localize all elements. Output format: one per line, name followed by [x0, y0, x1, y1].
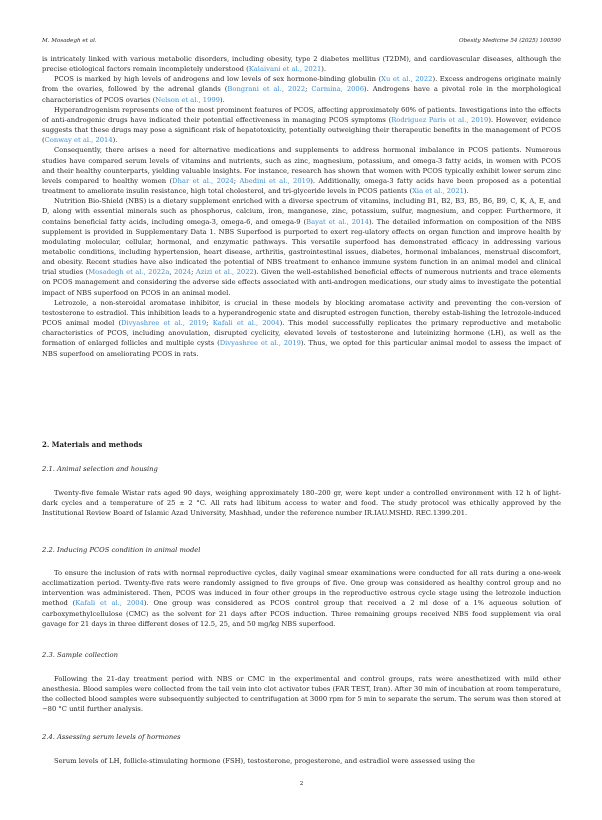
text-run: ). Excess androgens originate mainly from the ovaries, followed by the adrenal glands (	[42, 75, 562, 94]
citation-link[interactable]: Nelson et al., 1999	[155, 95, 220, 104]
text-run: ). Additionally, omega-3 fatty acids have been proposed as a potential treatment to ameliorate insulin resistance, high total cholesterol, and tri-glyceride levels in PCOS patients (	[42, 176, 562, 196]
citation-link[interactable]: Kafali et al., 2004	[75, 599, 144, 608]
paragraph: Following the 21-day treatment period with NBS or CMC in the experimental and control groups, rats were anesthetized with mild ether anesthesia. Blood samples were collected from the tail vein into clot activator tubes (FAR TEST, Iran). After 30 min of incubation at room temperature, the collected blood samples were subsequently subjected to centrifugation at 3000 rpm for 5 min to separate the serum. The serum was then stored at −80 °C until further analysis.	[42, 675, 561, 714]
text-run: ). However, evidence suggests that these drugs may pose a significant risk of hepatotoxicity, potentially outweighing their therapeutic benefits in the management of PCOS (	[42, 115, 561, 145]
page-number: 2	[299, 781, 304, 787]
paragraph: Twenty-five female Wistar rats aged 90 days, weighing approximately 180–200 gr, were kept under a controlled environment with 12 h of light-dark cycles and a temperature of 25 ± 2 °C. All rats had libitum access to water and food. The study protocol was ethically approved by the Institutional Review Board of Islamic Azad University, Mashhad, under the reference number IR.IAU.MSHD. REC.1399.201.	[42, 489, 561, 518]
text-run: ,	[169, 268, 174, 277]
text-run: ). Thus, we opted for this particular animal model to assess the impact of NBS superfood on ameliorating PCOS in rats.	[42, 339, 562, 358]
text-run: ;	[191, 268, 196, 277]
header-journal: Obesity Medicine 54 (2025) 100590	[459, 38, 561, 44]
text-run: ;	[206, 319, 213, 328]
citation-link[interactable]: Kalaivani et al., 2021	[248, 65, 322, 74]
paragraph	[42, 74, 561, 104]
section-heading: 2. Materials and methods	[42, 440, 143, 449]
text-run: ).	[321, 65, 327, 74]
paragraph	[42, 145, 561, 196]
paragraph	[42, 196, 561, 298]
citation-link[interactable]: Bongrani et al., 2022	[227, 85, 306, 94]
text-run: ).	[463, 187, 469, 196]
text-run: To ensure the inclusion of rats with normal reproductive cycles, daily vaginal smear examinations were conducted for all rats during a one-week acclimatization period. Twenty-five rats were randomly assigned to five groups of five. One group was considered as healthy control group and no intervention was administered. Then, PCOS was induced in four other groups in the reproductive estrous cycle stage using the letrozole induction method (	[42, 569, 561, 608]
text-run: Letrozole, a non-steroidal aromatase inhibitor, is crucial in these models by blocking aromatase activity and preventing the con-version of testosterone to estradiol. This inhibition leads to a hyperandrogenic state and disrupted estrogen function, thereby estab-lishing the letrozole-induced PCOS animal model (	[42, 298, 561, 328]
citation-link[interactable]: Mosadegh et al., 2022a	[88, 268, 170, 277]
text-run: ). One group was considered as PCOS control group that received a 2 ml dose of a 1% aqueous solution of carboxymethylcellulose (CMC) as the solvent for 21 days after PCOS induction. Three remaining groups received NBS food supplement via oral gavage for 21 days in three different doses of 12.5, 25, and 50 mg/kg NBS superfood.	[42, 599, 561, 628]
citation-link[interactable]: Xia et al., 2021	[412, 187, 464, 196]
citation-link[interactable]: Divyashree et al., 2019	[219, 339, 301, 348]
citation-link[interactable]: 2024	[173, 268, 192, 277]
paragraph	[42, 298, 561, 359]
paragraph: Serum levels of LH, follicle-stimulating hormone (FSH), testosterone, progesterone, and estradiol were assessed using the	[54, 757, 475, 765]
introduction-text	[42, 54, 561, 359]
text-run: ). The detailed information on composition of the NBS supplement is provided in Supplementary Data 1. NBS Superfood is purported to exert reg-ulatory effects on organ function and improve health by modulating molecular, cellular, hormonal, and enzymatic pathways. This versatile superfood has demonstrated efficacy in addressing various metabolic conditions, including hypertension, heart disease, arthritis, gastrointestinal issues, diabetes, hormonal imbalances, menstrual discomfort, and obesity. Recent studies have also indicated the potential of NBS treatment to enhance immune system function in an animal model and clinical trial studies (	[42, 217, 561, 277]
subsection-heading: 2.3. Sample collection	[42, 651, 118, 659]
text-run: Nutrition Bio-Shield (NBS) is a dietary supplement enriched with a diverse spectrum of vitamins, including B1, B2, B3, B5, B6, B9, C, K, A, E, and D, along with essential minerals such as phosphorus, calcium, iron, manganese, zinc, potassium, sulfur, magnesium, and copper. Furthermore, it contains beneficial fatty acids, including omega-3, omega-6, and omega-9 (	[42, 197, 561, 226]
text-run: ).	[219, 95, 225, 104]
citation-link[interactable]: Rodriguez Paris et al., 2019	[391, 115, 489, 124]
text-run: ). Androgens have a pivotal role in the morphological characteristics of PCOS ovaries (	[42, 85, 561, 104]
text-run: ).	[112, 136, 118, 145]
text-run: Hyperandrogenism represents one of the most prominent features of PCOS, affecting approximately 60% of patients. Investigations into the effects of anti-androgenic drugs have indicated their potential effectiveness in managing PCOS symptoms (	[42, 105, 561, 124]
text-run: ). This model successfully replicates the primary reproductive and metabolic characteristics of PCOS, including anovulation, disrupted cyclicity, elevated levels of testosterone and luteinizing hormone (LH), as well as the formation of enlarged follicles and multiple cysts (	[42, 319, 562, 348]
section-text	[42, 488, 561, 518]
text-run: ). Given the well-established beneficial effects of numerous nutrients and trace elements on PCOS management and considering the adverse side effects associated with anti-androgen medications, our study aims to investigate the potential impact of NBS superfood on PCOS in an animal model.	[42, 268, 562, 297]
citation-link[interactable]: Azizi et al., 2022	[195, 268, 254, 277]
citation-link[interactable]: Abedini et al., 2019	[239, 176, 311, 185]
subsection-heading: 2.4. Assessing serum levels of hormones	[42, 733, 181, 741]
citation-link[interactable]: Divyashree et al., 2019	[121, 319, 207, 328]
citation-link[interactable]: Carmina, 2006	[311, 85, 365, 94]
header-authors: M. Mosadegh et al.	[42, 38, 97, 44]
section-text	[42, 756, 561, 766]
paragraph	[42, 54, 561, 74]
citation-link[interactable]: Conway et al., 2014	[44, 136, 113, 145]
section-text	[42, 568, 561, 629]
section-text	[42, 674, 561, 715]
text-run: ;	[305, 85, 312, 94]
citation-link[interactable]: Xu et al., 2022	[381, 75, 433, 84]
subsection-heading: 2.2. Inducing PCOS condition in animal model	[42, 546, 201, 554]
citation-link[interactable]: Bayat et al., 2014	[306, 217, 369, 226]
citation-link[interactable]: Dhar et al., 2024	[172, 176, 234, 185]
running-header	[42, 38, 561, 48]
text-run: PCOS is marked by high levels of androgens and low levels of sex hormone-binding globulin (	[54, 75, 382, 84]
paragraph	[42, 105, 561, 146]
paragraph	[42, 568, 561, 629]
text-run: ;	[233, 176, 240, 185]
text-run: is intricately linked with various metabolic disorders, including obesity, type 2 diabetes mellitus (T2DM), and cardiovascular diseases, although the precise etiological factors remain incompletely understood (	[42, 55, 561, 74]
text-run: Consequently, there arises a need for alternative medications and supplements to address hormonal imbalance in PCOS patients. Numerous studies have compared serum levels of vitamins and nutrients, such as zinc, magnesium, potassium, and omega-3 fatty acids, in women with PCOS and their healthy counterparts, yielding valuable insights. For instance, research has shown that women with PCOS typically exhibit lower serum zinc levels compared to healthy women (	[42, 146, 561, 185]
citation-link[interactable]: Kafali et al., 2004	[212, 319, 280, 328]
subsection-heading: 2.1. Animal selection and housing	[42, 465, 158, 473]
